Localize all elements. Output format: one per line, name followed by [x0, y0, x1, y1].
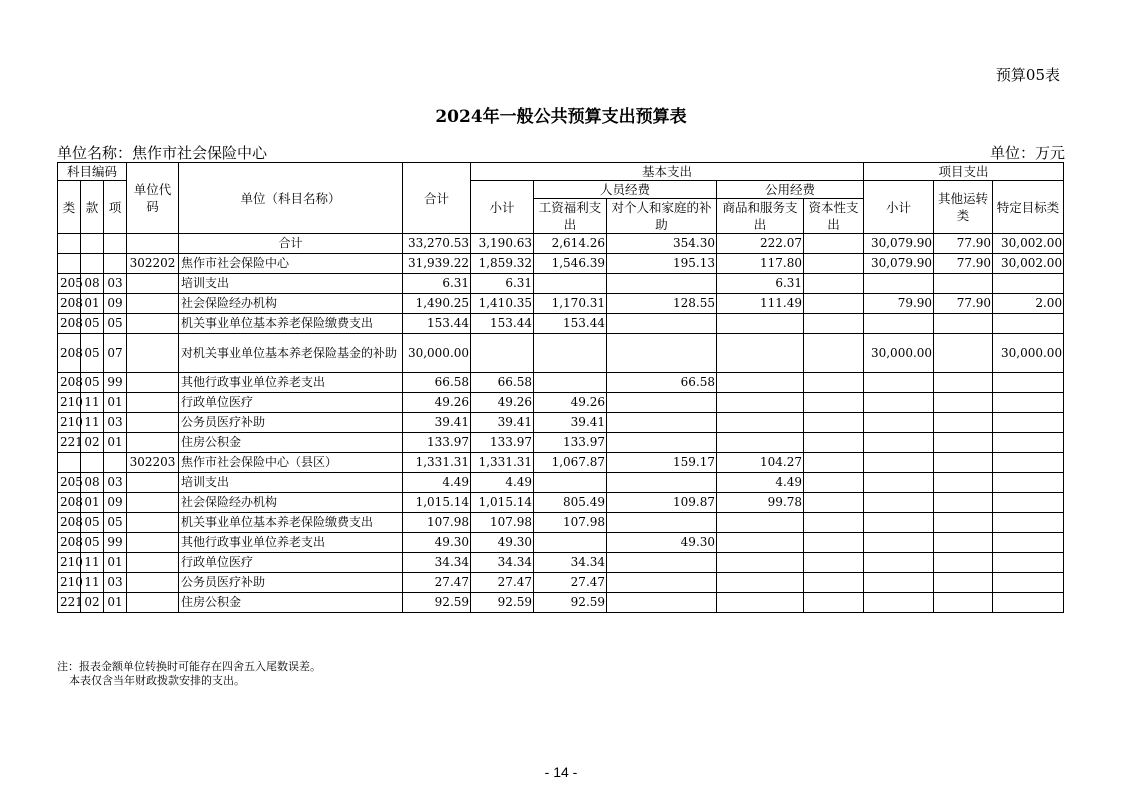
cell-basic-subtotal: 3,190.63	[471, 234, 534, 254]
cell-unit-code	[127, 513, 179, 533]
cell-wages: 133.97	[534, 433, 607, 453]
cell-basic-subtotal: 1,015.14	[471, 493, 534, 513]
cell-basic-subtotal: 49.30	[471, 533, 534, 553]
cell-project-subtotal	[864, 593, 934, 613]
cell-unit-code	[127, 553, 179, 573]
cell-wages: 92.59	[534, 593, 607, 613]
cell-kuan: 01	[81, 493, 104, 513]
cell-name: 焦作市社会保险中心（县区）	[179, 453, 403, 473]
table-row	[58, 573, 1064, 593]
header-row-1	[58, 163, 1064, 181]
cell-individual	[607, 413, 717, 433]
cell-unit-code	[127, 473, 179, 493]
col-subject-code: 科目编码	[58, 163, 127, 181]
cell-basic-subtotal	[471, 334, 534, 373]
cell-total: 66.58	[403, 373, 471, 393]
cell-capital	[804, 473, 864, 493]
cell-capital	[804, 453, 864, 473]
cell-kuan: 05	[81, 314, 104, 334]
cell-xiang: 09	[104, 493, 127, 513]
cell-total: 133.97	[403, 433, 471, 453]
cell-wages: 2,614.26	[534, 234, 607, 254]
cell-individual: 128.55	[607, 294, 717, 314]
col-wages: 工资福利支出	[534, 199, 607, 234]
cell-other	[934, 314, 993, 334]
cell-individual	[607, 553, 717, 573]
cell-unit-code: 302202	[127, 254, 179, 274]
table-row	[58, 314, 1064, 334]
table-row	[58, 334, 1064, 373]
cell-project-subtotal	[864, 533, 934, 553]
cell-specific	[993, 433, 1064, 453]
cell-lei: 208	[58, 493, 81, 513]
cell-basic-subtotal: 66.58	[471, 373, 534, 393]
cell-xiang	[104, 254, 127, 274]
cell-specific: 2.00	[993, 294, 1064, 314]
cell-wages: 49.26	[534, 393, 607, 413]
cell-kuan: 11	[81, 413, 104, 433]
cell-lei	[58, 254, 81, 274]
col-xiang: 项	[104, 181, 127, 234]
cell-basic-subtotal: 27.47	[471, 573, 534, 593]
cell-goods	[717, 513, 804, 533]
cell-other	[934, 533, 993, 553]
cell-goods: 99.78	[717, 493, 804, 513]
cell-unit-code	[127, 593, 179, 613]
cell-lei: 208	[58, 294, 81, 314]
cell-basic-subtotal: 153.44	[471, 314, 534, 334]
cell-unit-code	[127, 493, 179, 513]
col-public-funds: 公用经费	[717, 181, 864, 199]
cell-individual: 66.58	[607, 373, 717, 393]
cell-individual	[607, 314, 717, 334]
cell-unit-code: 302203	[127, 453, 179, 473]
col-total: 合计	[403, 163, 471, 234]
cell-specific	[993, 553, 1064, 573]
cell-project-subtotal: 30,079.90	[864, 254, 934, 274]
cell-total: 49.30	[403, 533, 471, 553]
cell-xiang: 01	[104, 433, 127, 453]
cell-other	[934, 453, 993, 473]
table-row	[58, 493, 1064, 513]
cell-wages	[534, 274, 607, 294]
cell-total: 31,939.22	[403, 254, 471, 274]
cell-individual	[607, 593, 717, 613]
cell-xiang: 01	[104, 393, 127, 413]
cell-lei: 205	[58, 274, 81, 294]
note-scope: 本表仅含当年财政拨款安排的支出。	[69, 674, 245, 687]
cell-other	[934, 373, 993, 393]
cell-total: 92.59	[403, 593, 471, 613]
table-row	[58, 473, 1064, 493]
cell-xiang: 09	[104, 294, 127, 314]
cell-capital	[804, 573, 864, 593]
cell-kuan: 11	[81, 393, 104, 413]
cell-goods	[717, 433, 804, 453]
table-row	[58, 413, 1064, 433]
cell-other	[934, 413, 993, 433]
cell-total: 4.49	[403, 473, 471, 493]
cell-goods	[717, 373, 804, 393]
cell-name: 培训支出	[179, 473, 403, 493]
cell-unit-code	[127, 433, 179, 453]
cell-xiang: 03	[104, 573, 127, 593]
cell-total: 1,490.25	[403, 294, 471, 314]
cell-basic-subtotal: 107.98	[471, 513, 534, 533]
cell-individual: 159.17	[607, 453, 717, 473]
cell-total: 27.47	[403, 573, 471, 593]
cell-kuan	[81, 453, 104, 473]
table-row	[58, 254, 1064, 274]
col-capital: 资本性支出	[804, 199, 864, 234]
cell-unit-code	[127, 373, 179, 393]
cell-goods: 222.07	[717, 234, 804, 254]
cell-xiang	[104, 234, 127, 254]
cell-individual	[607, 274, 717, 294]
cell-other	[934, 553, 993, 573]
cell-capital	[804, 254, 864, 274]
table-row	[58, 274, 1064, 294]
cell-capital	[804, 294, 864, 314]
cell-individual	[607, 513, 717, 533]
cell-kuan	[81, 254, 104, 274]
cell-project-subtotal	[864, 553, 934, 573]
cell-xiang: 01	[104, 593, 127, 613]
cell-xiang: 01	[104, 553, 127, 573]
cell-basic-subtotal: 39.41	[471, 413, 534, 433]
cell-other	[934, 593, 993, 613]
cell-project-subtotal	[864, 453, 934, 473]
cell-lei: 208	[58, 334, 81, 373]
budget-expenditure-table	[57, 162, 1064, 613]
cell-individual	[607, 334, 717, 373]
cell-wages: 34.34	[534, 553, 607, 573]
cell-total: 1,331.31	[403, 453, 471, 473]
cell-specific	[993, 373, 1064, 393]
cell-project-subtotal	[864, 373, 934, 393]
cell-wages	[534, 473, 607, 493]
cell-kuan: 05	[81, 533, 104, 553]
table-row	[58, 393, 1064, 413]
cell-unit-code	[127, 274, 179, 294]
cell-other: 77.90	[934, 234, 993, 254]
cell-xiang: 99	[104, 533, 127, 553]
cell-basic-subtotal: 4.49	[471, 473, 534, 493]
cell-goods	[717, 593, 804, 613]
cell-goods	[717, 334, 804, 373]
table-row	[58, 373, 1064, 393]
cell-name: 住房公积金	[179, 593, 403, 613]
cell-kuan	[81, 234, 104, 254]
cell-name: 公务员医疗补助	[179, 413, 403, 433]
col-goods-services: 商品和服务支出	[717, 199, 804, 234]
cell-capital	[804, 553, 864, 573]
cell-unit-code	[127, 573, 179, 593]
cell-project-subtotal	[864, 433, 934, 453]
cell-capital	[804, 373, 864, 393]
col-specific-target: 特定目标类	[993, 181, 1064, 234]
cell-wages	[534, 533, 607, 553]
cell-wages: 27.47	[534, 573, 607, 593]
cell-wages: 1,170.31	[534, 294, 607, 314]
cell-goods: 111.49	[717, 294, 804, 314]
cell-unit-code	[127, 334, 179, 373]
cell-basic-subtotal: 1,331.31	[471, 453, 534, 473]
cell-specific	[993, 493, 1064, 513]
cell-total: 1,015.14	[403, 493, 471, 513]
cell-total: 6.31	[403, 274, 471, 294]
cell-capital	[804, 593, 864, 613]
cell-project-subtotal	[864, 314, 934, 334]
cell-name: 机关事业单位基本养老保险缴费支出	[179, 513, 403, 533]
cell-other	[934, 393, 993, 413]
unit-name-label: 单位名称：焦作市社会保险中心	[57, 144, 268, 162]
cell-total: 34.34	[403, 553, 471, 573]
cell-lei	[58, 453, 81, 473]
cell-name: 焦作市社会保险中心	[179, 254, 403, 274]
cell-name: 其他行政事业单位养老支出	[179, 533, 403, 553]
cell-basic-subtotal: 49.26	[471, 393, 534, 413]
cell-lei: 208	[58, 533, 81, 553]
cell-kuan: 08	[81, 473, 104, 493]
cell-lei: 221	[58, 433, 81, 453]
cell-kuan: 11	[81, 553, 104, 573]
table-row	[58, 553, 1064, 573]
cell-other	[934, 274, 993, 294]
cell-capital	[804, 433, 864, 453]
cell-name: 其他行政事业单位养老支出	[179, 373, 403, 393]
cell-wages: 107.98	[534, 513, 607, 533]
cell-other	[934, 493, 993, 513]
cell-project-subtotal	[864, 274, 934, 294]
cell-goods	[717, 573, 804, 593]
cell-xiang: 03	[104, 413, 127, 433]
cell-kuan: 11	[81, 573, 104, 593]
cell-lei	[58, 234, 81, 254]
cell-name: 行政单位医疗	[179, 393, 403, 413]
cell-specific: 30,002.00	[993, 234, 1064, 254]
cell-other	[934, 433, 993, 453]
cell-individual	[607, 433, 717, 453]
cell-lei: 210	[58, 413, 81, 433]
cell-xiang: 05	[104, 513, 127, 533]
cell-individual	[607, 473, 717, 493]
cell-capital	[804, 533, 864, 553]
cell-unit-code	[127, 393, 179, 413]
cell-kuan: 02	[81, 433, 104, 453]
cell-wages	[534, 334, 607, 373]
cell-name: 机关事业单位基本养老保险缴费支出	[179, 314, 403, 334]
cell-capital	[804, 393, 864, 413]
cell-specific	[993, 573, 1064, 593]
cell-kuan: 05	[81, 334, 104, 373]
cell-capital	[804, 234, 864, 254]
cell-specific	[993, 274, 1064, 294]
cell-unit-code	[127, 533, 179, 553]
cell-total: 153.44	[403, 314, 471, 334]
amount-unit-label: 单位：万元	[989, 144, 1065, 162]
cell-lei: 210	[58, 553, 81, 573]
cell-individual	[607, 393, 717, 413]
cell-project-subtotal: 30,000.00	[864, 334, 934, 373]
cell-total: 107.98	[403, 513, 471, 533]
cell-project-subtotal: 30,079.90	[864, 234, 934, 254]
cell-name: 社会保险经办机构	[179, 294, 403, 314]
page-number: - 14 -	[544, 764, 578, 780]
cell-capital	[804, 493, 864, 513]
cell-specific	[993, 533, 1064, 553]
cell-project-subtotal	[864, 413, 934, 433]
col-personnel: 人员经费	[534, 181, 717, 199]
cell-other: 77.90	[934, 294, 993, 314]
cell-name: 培训支出	[179, 274, 403, 294]
cell-total: 39.41	[403, 413, 471, 433]
cell-unit-code	[127, 314, 179, 334]
cell-project-subtotal	[864, 393, 934, 413]
cell-specific: 30,000.00	[993, 334, 1064, 373]
cell-individual: 49.30	[607, 533, 717, 553]
cell-individual: 109.87	[607, 493, 717, 513]
cell-specific	[993, 513, 1064, 533]
cell-kuan: 02	[81, 593, 104, 613]
cell-wages: 1,546.39	[534, 254, 607, 274]
col-basic-subtotal: 小计	[471, 181, 534, 234]
cell-capital	[804, 314, 864, 334]
cell-unit-code	[127, 294, 179, 314]
cell-xiang: 05	[104, 314, 127, 334]
cell-project-subtotal	[864, 573, 934, 593]
cell-unit-code	[127, 413, 179, 433]
cell-name: 行政单位医疗	[179, 553, 403, 573]
col-lei: 类	[58, 181, 81, 234]
cell-kuan: 08	[81, 274, 104, 294]
cell-project-subtotal	[864, 513, 934, 533]
cell-kuan: 05	[81, 513, 104, 533]
cell-other	[934, 334, 993, 373]
cell-specific	[993, 413, 1064, 433]
col-project-subtotal: 小计	[864, 181, 934, 234]
cell-wages: 39.41	[534, 413, 607, 433]
cell-other: 77.90	[934, 254, 993, 274]
cell-basic-subtotal: 1,859.32	[471, 254, 534, 274]
cell-specific	[993, 393, 1064, 413]
cell-name: 公务员医疗补助	[179, 573, 403, 593]
cell-basic-subtotal: 6.31	[471, 274, 534, 294]
cell-lei: 208	[58, 314, 81, 334]
cell-name: 合计	[179, 234, 403, 254]
cell-specific	[993, 314, 1064, 334]
table-row	[58, 533, 1064, 553]
cell-lei: 221	[58, 593, 81, 613]
cell-goods: 104.27	[717, 453, 804, 473]
cell-capital	[804, 274, 864, 294]
cell-basic-subtotal: 34.34	[471, 553, 534, 573]
cell-lei: 208	[58, 373, 81, 393]
cell-wages: 153.44	[534, 314, 607, 334]
table-row	[58, 453, 1064, 473]
cell-project-subtotal: 79.90	[864, 294, 934, 314]
cell-wages	[534, 373, 607, 393]
cell-other	[934, 513, 993, 533]
cell-capital	[804, 334, 864, 373]
cell-individual: 354.30	[607, 234, 717, 254]
cell-specific	[993, 453, 1064, 473]
cell-lei: 210	[58, 393, 81, 413]
cell-other	[934, 473, 993, 493]
cell-unit-code	[127, 234, 179, 254]
col-unit-code: 单位代码	[127, 163, 179, 234]
cell-basic-subtotal: 1,410.35	[471, 294, 534, 314]
table-row	[58, 433, 1064, 453]
cell-xiang: 03	[104, 274, 127, 294]
cell-total: 49.26	[403, 393, 471, 413]
cell-name: 社会保险经办机构	[179, 493, 403, 513]
cell-capital	[804, 413, 864, 433]
col-basic-expenditure: 基本支出	[471, 163, 864, 181]
cell-goods	[717, 393, 804, 413]
cell-project-subtotal	[864, 493, 934, 513]
cell-wages: 1,067.87	[534, 453, 607, 473]
cell-xiang: 99	[104, 373, 127, 393]
table-notes	[57, 660, 321, 688]
cell-total: 30,000.00	[403, 334, 471, 373]
document-title: 2024年一般公共预算支出预算表	[435, 107, 687, 127]
cell-name: 住房公积金	[179, 433, 403, 453]
cell-lei: 210	[58, 573, 81, 593]
table-row	[58, 234, 1064, 254]
col-individual-family: 对个人和家庭的补助	[607, 199, 717, 234]
cell-basic-subtotal: 133.97	[471, 433, 534, 453]
cell-xiang: 03	[104, 473, 127, 493]
col-kuan: 款	[81, 181, 104, 234]
table-row	[58, 294, 1064, 314]
cell-capital	[804, 513, 864, 533]
cell-wages: 805.49	[534, 493, 607, 513]
cell-xiang	[104, 453, 127, 473]
cell-other	[934, 573, 993, 593]
table-row	[58, 513, 1064, 533]
cell-goods	[717, 314, 804, 334]
col-project-expenditure: 项目支出	[864, 163, 1064, 181]
cell-project-subtotal	[864, 473, 934, 493]
cell-specific	[993, 473, 1064, 493]
cell-individual: 195.13	[607, 254, 717, 274]
cell-xiang: 07	[104, 334, 127, 373]
cell-specific: 30,002.00	[993, 254, 1064, 274]
cell-individual	[607, 573, 717, 593]
table-row	[58, 593, 1064, 613]
table-number: 预算05表	[995, 66, 1060, 84]
cell-specific	[993, 593, 1064, 613]
cell-goods	[717, 553, 804, 573]
cell-goods: 117.80	[717, 254, 804, 274]
cell-basic-subtotal: 92.59	[471, 593, 534, 613]
cell-lei: 205	[58, 473, 81, 493]
cell-goods	[717, 533, 804, 553]
cell-total: 33,270.53	[403, 234, 471, 254]
cell-goods: 4.49	[717, 473, 804, 493]
cell-kuan: 01	[81, 294, 104, 314]
cell-kuan: 05	[81, 373, 104, 393]
col-unit-subject-name: 单位（科目名称）	[179, 163, 403, 234]
cell-goods	[717, 413, 804, 433]
cell-lei: 208	[58, 513, 81, 533]
cell-goods: 6.31	[717, 274, 804, 294]
col-other-operation: 其他运转类	[934, 181, 993, 234]
note-rounding: 注：报表金额单位转换时可能存在四舍五入尾数误差。	[57, 660, 321, 673]
cell-name: 对机关事业单位基本养老保险基金的补助	[179, 334, 403, 373]
